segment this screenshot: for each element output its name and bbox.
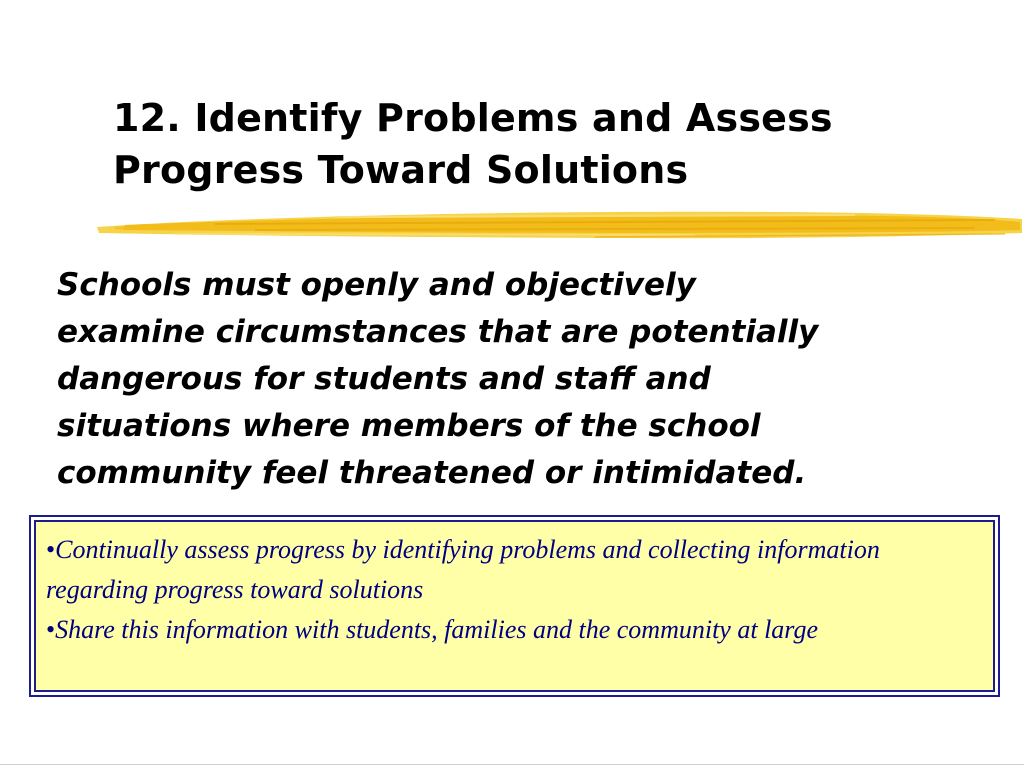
- bullet-text: Share this information with students, families and the community at large: [55, 615, 818, 644]
- bullet-callout-box: [29, 515, 1000, 697]
- slide-title: [113, 92, 993, 196]
- yellow-brush-stroke-icon: [95, 203, 1024, 245]
- bullet-text: Continually assess progress by identifying problems and collecting information regarding progress toward solutions: [46, 535, 880, 604]
- bullet-item: [46, 610, 983, 650]
- lead-line-4: situations where members of the school: [57, 408, 761, 444]
- bullet-item: [46, 530, 983, 610]
- bottom-divider: [0, 764, 1024, 765]
- bullet-callout-fill: [34, 520, 995, 692]
- slide-title-line-2: Progress Toward Solutions: [113, 148, 689, 192]
- lead-line-2: examine circumstances that are potentially: [57, 314, 819, 350]
- lead-line-3: dangerous for students and staff and: [57, 361, 711, 397]
- bullet-marker: •: [46, 615, 56, 644]
- bullet-marker: •: [46, 535, 56, 564]
- lead-statement: [57, 262, 1017, 497]
- slide-title-line-1: 12. Identify Problems and Assess: [113, 96, 833, 140]
- lead-line-5: community feel threatened or intimidated.: [57, 455, 807, 491]
- lead-line-1: Schools must openly and objectively: [57, 267, 696, 303]
